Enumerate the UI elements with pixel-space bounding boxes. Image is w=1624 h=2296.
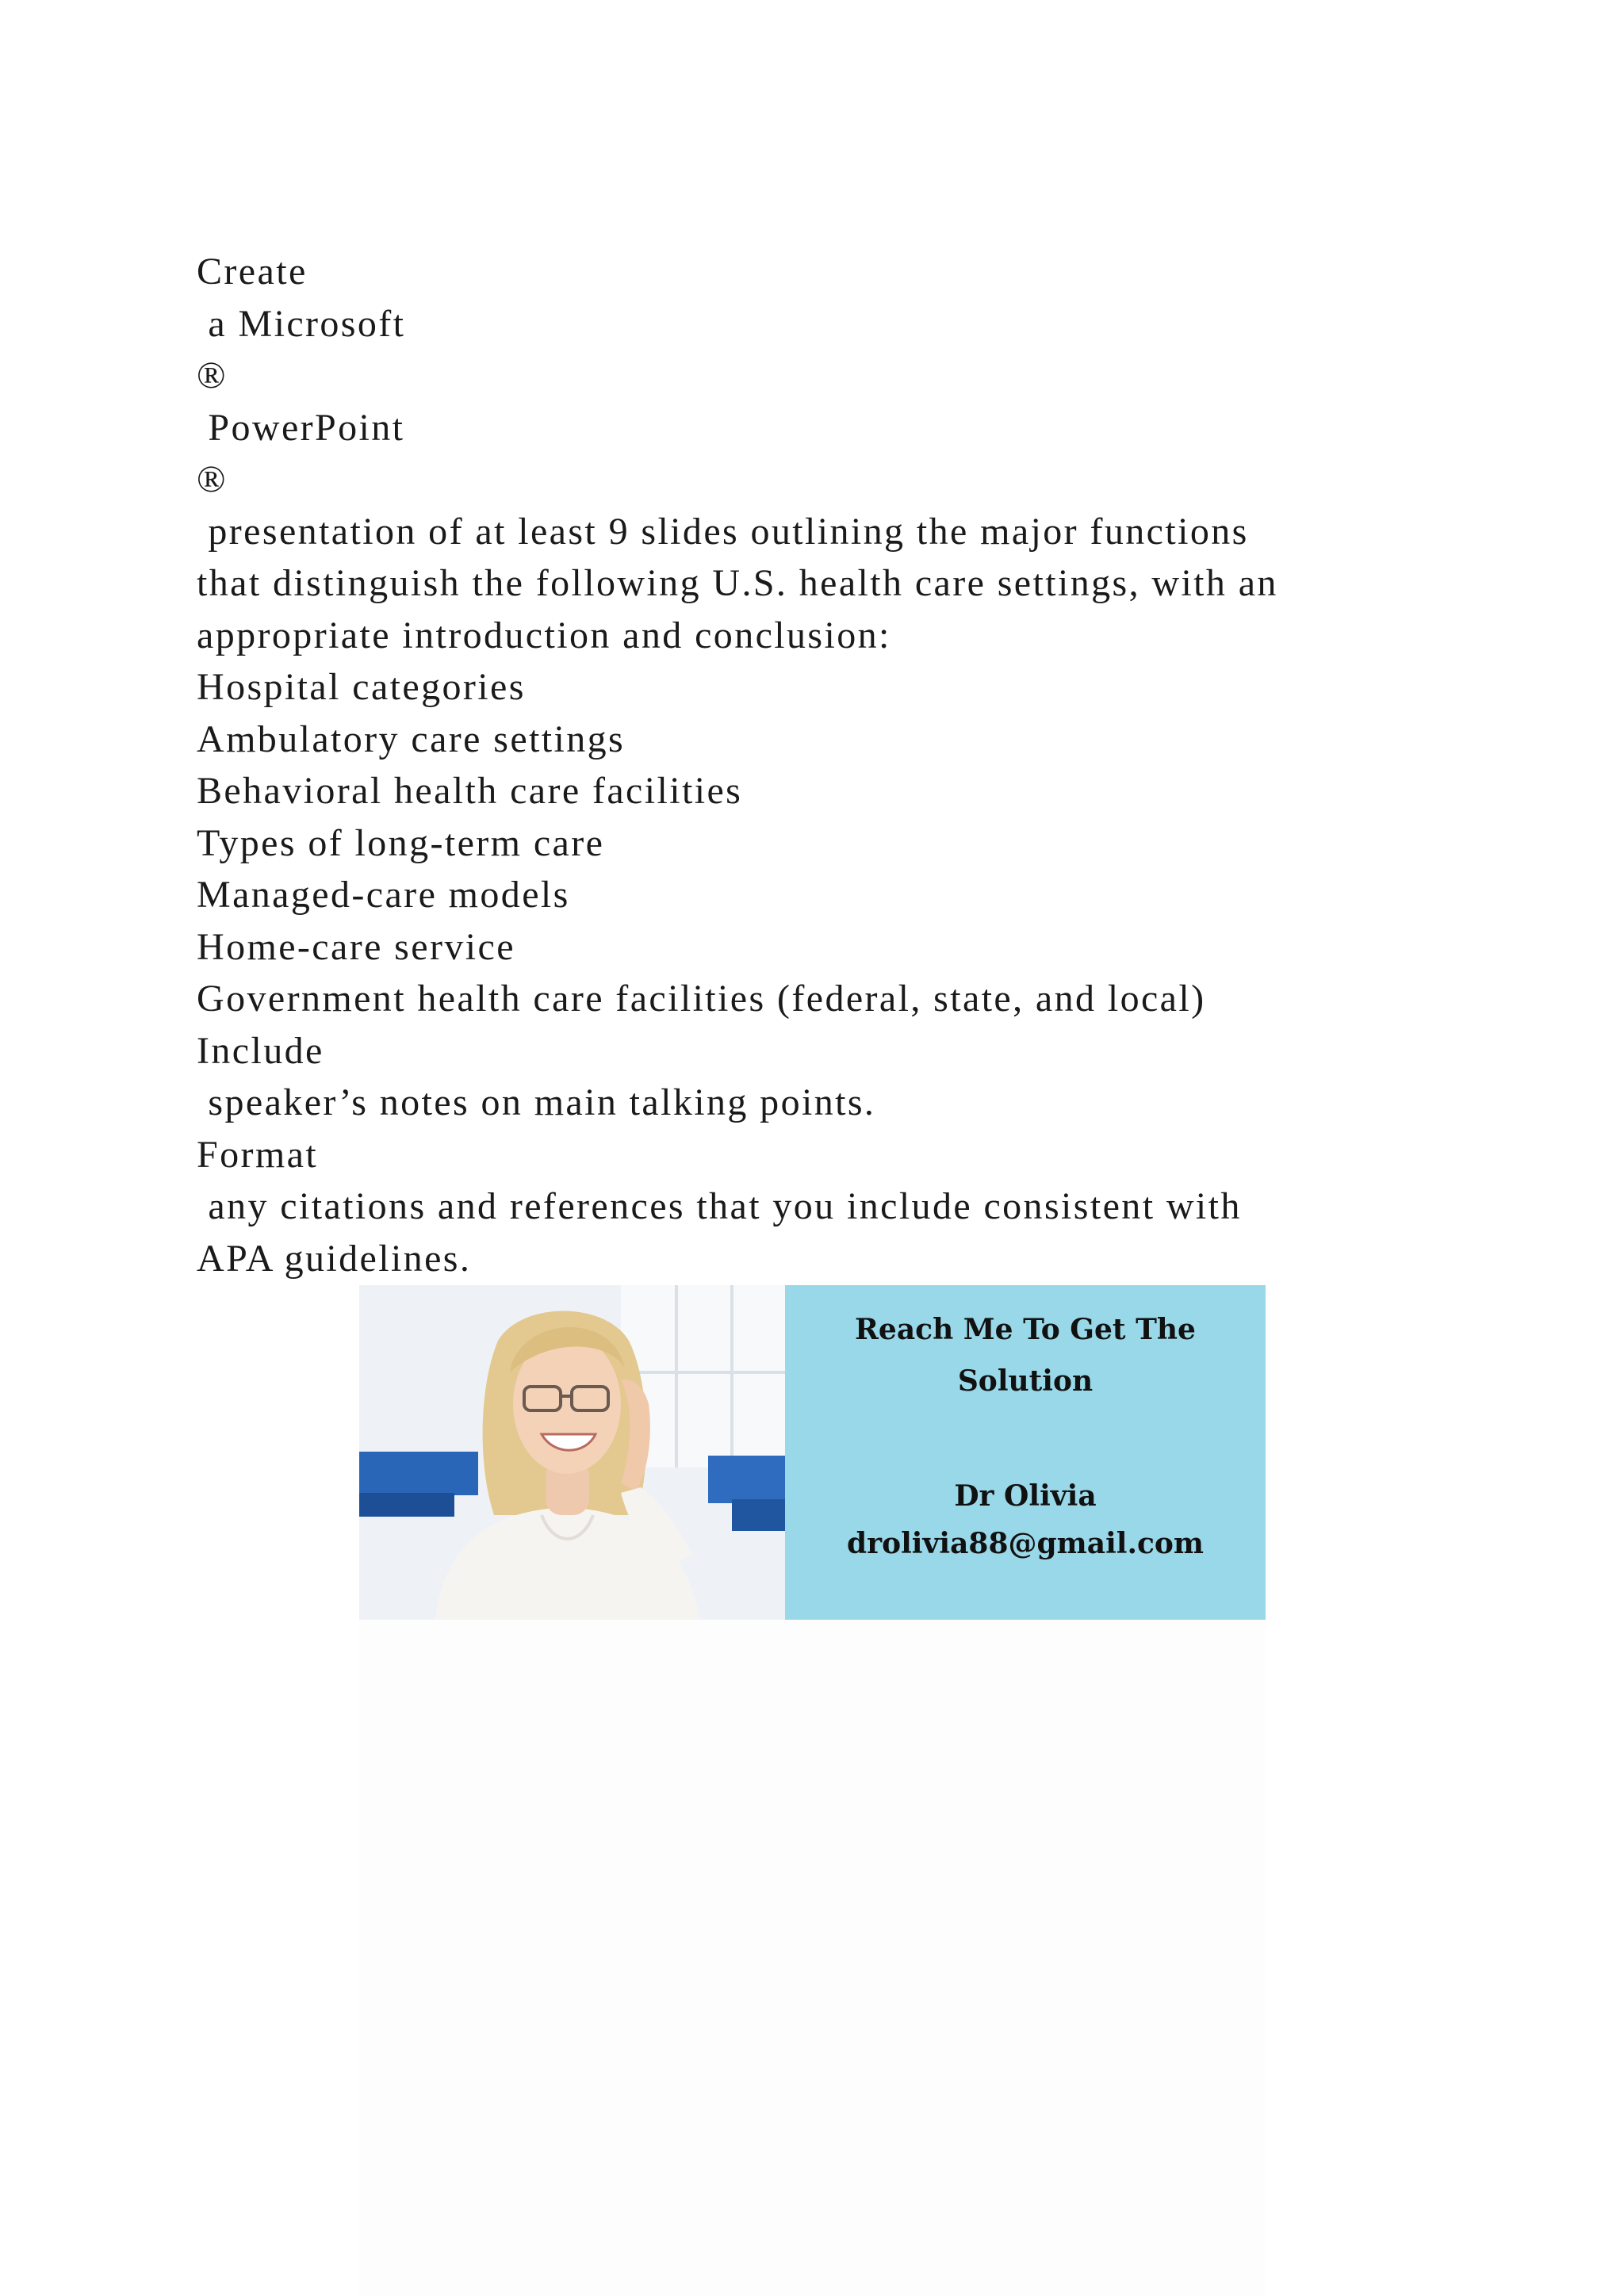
text-line: any citations and references that you include consistent with: [197, 1185, 1242, 1227]
text-line: presentation of at least 9 slides outlining the major functions: [197, 510, 1249, 553]
contact-email: drolivia88@gmail.com: [846, 1527, 1205, 1560]
list-item-long-term-care: Types of long-term care: [197, 821, 605, 864]
text-line: Create: [197, 251, 308, 293]
text-line: Format: [197, 1133, 319, 1176]
list-item-behavioral-health: Behavioral health care facilities: [197, 770, 743, 812]
woman-photo: [359, 1285, 785, 1620]
list-item-home-care: Home-care service: [197, 925, 515, 968]
banner-heading-line1: Reach Me To Get The: [855, 1313, 1196, 1346]
contact-name: Dr Olivia: [954, 1479, 1097, 1513]
text-line: ®: [197, 458, 228, 500]
text-line: speaker’s notes on main talking points.: [197, 1081, 876, 1123]
text-line: appropriate introduction and conclusion:: [197, 614, 891, 656]
contact-banner: [359, 1285, 1266, 1620]
list-item-government-facilities: Government health care facilities (federal, state, and local): [197, 978, 1206, 1020]
contact-info-panel: [785, 1285, 1266, 1620]
blank-image-area: [359, 1620, 1266, 2296]
text-line: ®: [197, 354, 228, 396]
assignment-text: [197, 246, 1434, 1284]
banner-heading-line2: Solution: [957, 1364, 1094, 1398]
text-line: a Microsoft: [197, 302, 406, 345]
list-item-ambulatory-care: Ambulatory care settings: [197, 718, 626, 760]
text-line: APA guidelines.: [197, 1237, 472, 1280]
text-line: PowerPoint: [197, 406, 405, 449]
text-line: that distinguish the following U.S. health care settings, with an: [197, 562, 1278, 604]
text-line: Include: [197, 1029, 324, 1072]
list-item-managed-care: Managed-care models: [197, 874, 570, 916]
list-item-hospital-categories: Hospital categories: [197, 666, 526, 708]
